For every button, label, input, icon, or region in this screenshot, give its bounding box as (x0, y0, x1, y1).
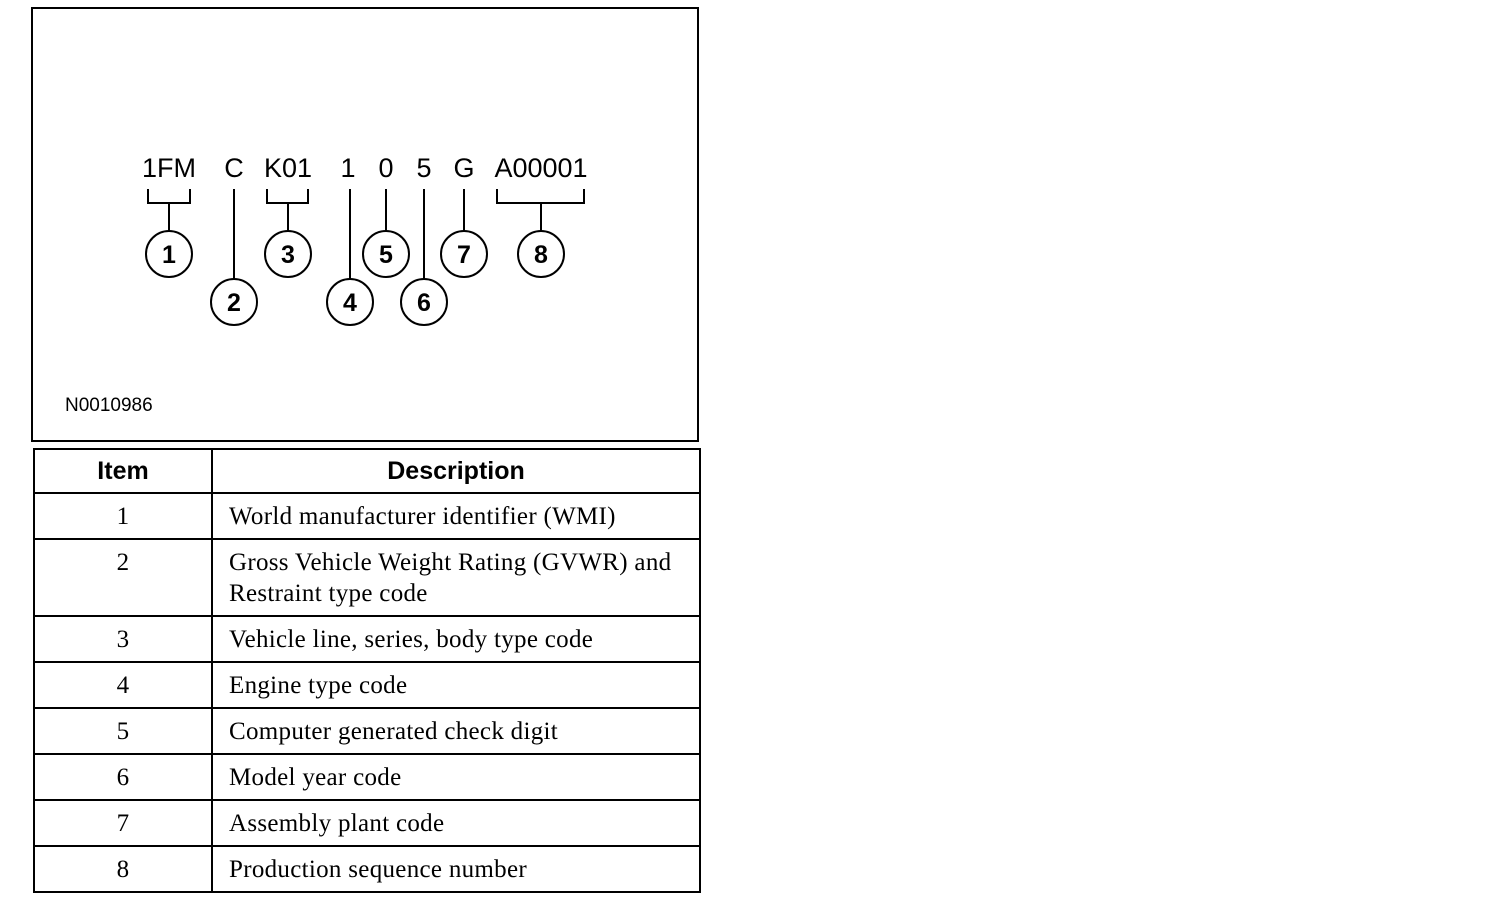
vin-group-1: 1FM (142, 153, 196, 183)
callout-number-3: 3 (281, 241, 295, 269)
callout-number-7: 7 (457, 241, 471, 269)
vin-group-4: 1 (340, 153, 356, 183)
item-description: Engine type code (212, 662, 700, 708)
item-number: 2 (34, 539, 212, 616)
bracket-1 (148, 189, 190, 203)
legend-table (33, 448, 701, 893)
vin-group-7: G (453, 153, 475, 183)
vin-group-2: C (224, 153, 244, 183)
callout-number-1: 1 (162, 241, 176, 269)
description-column-header: Description (212, 449, 700, 493)
bracket-3 (267, 189, 308, 203)
item-number: 1 (34, 493, 212, 539)
item-description: Production sequence number (212, 846, 700, 892)
item-description: Assembly plant code (212, 800, 700, 846)
callout-number-8: 8 (534, 241, 548, 269)
item-description: Vehicle line, series, body type code (212, 616, 700, 662)
callout-number-5: 5 (379, 241, 393, 269)
item-column-header: Item (34, 449, 212, 493)
vin-group-6: 5 (416, 153, 432, 183)
item-number: 6 (34, 754, 212, 800)
item-number: 5 (34, 708, 212, 754)
item-number: 3 (34, 616, 212, 662)
vin-group-5: 0 (378, 153, 394, 183)
vin-group-3: K01 (263, 153, 313, 183)
table-row (34, 616, 700, 662)
item-description: Gross Vehicle Weight Rating (GVWR) and Restraint type code (212, 539, 700, 616)
figure-reference-code: N0010986 (65, 395, 153, 416)
item-number: 7 (34, 800, 212, 846)
item-description: Computer generated check digit (212, 708, 700, 754)
item-number: 4 (34, 662, 212, 708)
callout-number-4: 4 (343, 289, 357, 317)
table-row (34, 662, 700, 708)
callout-number-2: 2 (227, 289, 241, 317)
table-row (34, 800, 700, 846)
table-row (34, 539, 700, 616)
table-row (34, 846, 700, 892)
item-description: World manufacturer identifier (WMI) (212, 493, 700, 539)
callout-number-6: 6 (417, 289, 431, 317)
table-row (34, 708, 700, 754)
table-row (34, 754, 700, 800)
table-row (34, 493, 700, 539)
legend-header-row (34, 449, 700, 493)
item-description: Model year code (212, 754, 700, 800)
vin-diagram-graphic (33, 9, 697, 440)
item-number: 8 (34, 846, 212, 892)
bracket-8 (497, 189, 584, 203)
vin-group-8: A00001 (494, 153, 588, 183)
vin-diagram (31, 7, 699, 442)
